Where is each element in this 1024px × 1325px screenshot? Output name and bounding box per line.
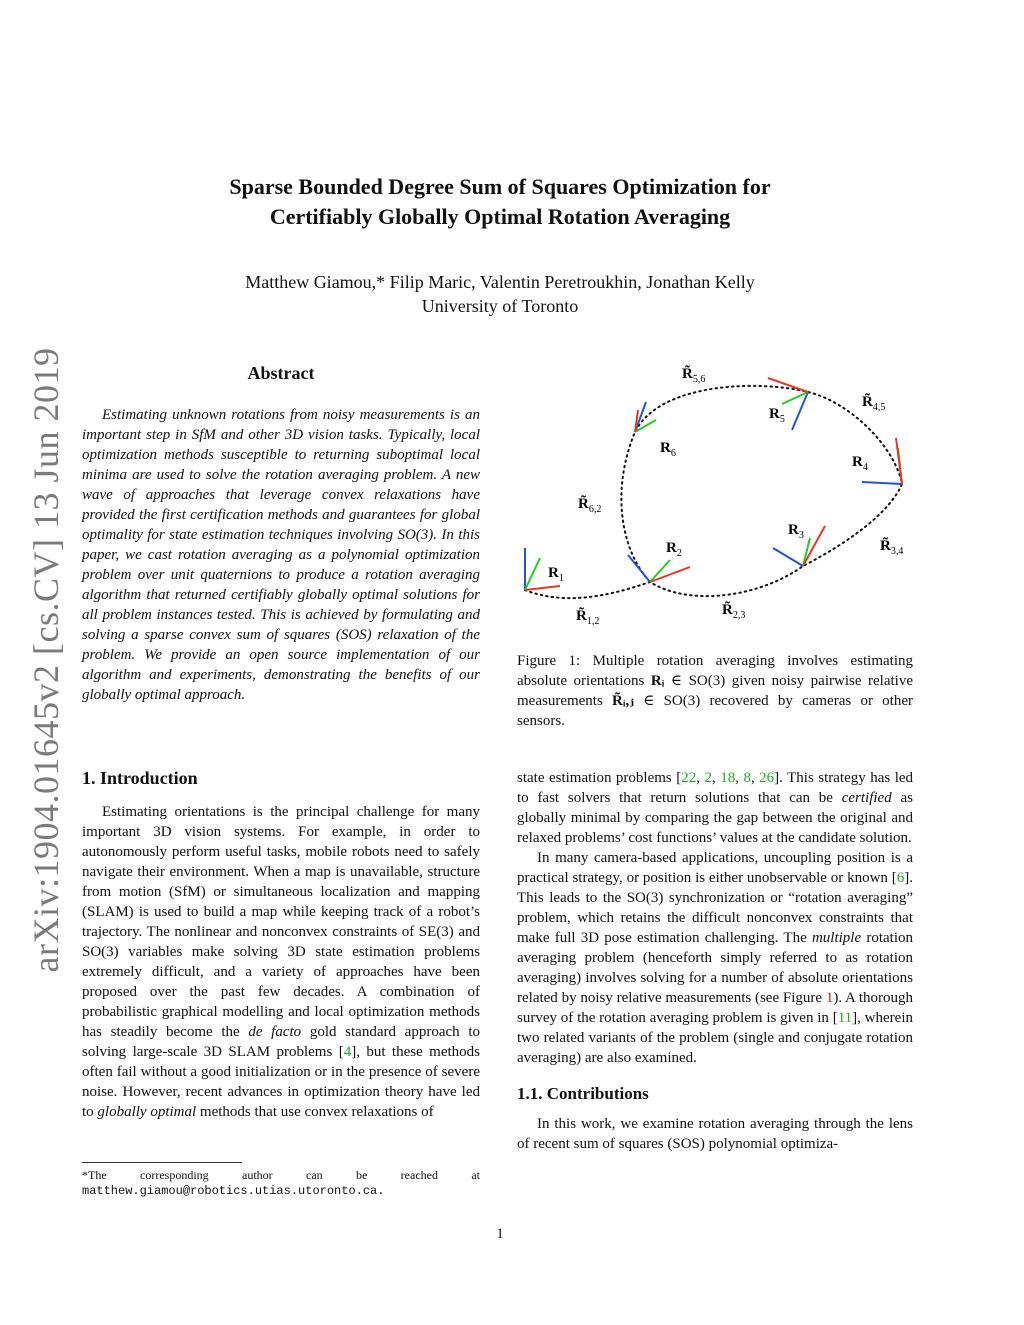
label-r4: $R_4$ bbox=[852, 454, 868, 473]
label-r5: $R_5$ bbox=[769, 406, 785, 425]
arxiv-id: arXiv:1904.01645v2 [cs.CV] 13 Jun 2019 bbox=[26, 347, 66, 973]
caption-text-c: ∈ SO(3) recovered by cameras or other sensors. bbox=[517, 693, 913, 729]
paper-title bbox=[0, 172, 1000, 232]
label-r3: $R_3$ bbox=[788, 522, 804, 541]
label-r1: $R_1$ bbox=[548, 565, 564, 584]
right-column bbox=[517, 768, 913, 1154]
intro-text-a: Estimating orientations is the principal challenge for many important 3D vision systems. For example, in order to autonomously perform useful tasks, mobile robots need to safely navigate their environment. When a map is unavailable, structure from motion (SfM) or simultaneous localization and mapping (SLAM) is used to build a map while keeping track of a robot’s trajectory. The nonlinear and nonconvex constraints of SE(3) and SO(3) variables make solving 3D state estimation problems extremely difficult, and a variety of approaches have been proposed over the past few decades. A combination of probabilistic graphical modelling and local optimization methods has steadily become the bbox=[82, 804, 480, 1040]
right-text-e: ]. This leads to the SO(3) synchronization or “rotation averaging” problem, which retains the difficult nonconvex constraints that make full 3D pose estimation challenging. The bbox=[517, 870, 913, 946]
caption-text-a: Figure 1: Multiple rotation averaging involves estimating absolute orientations bbox=[517, 653, 913, 689]
caption-text-b: ∈ SO(3) given noisy pairwise relative measurements bbox=[517, 673, 913, 709]
right-text-b: ]. This strategy has led to fast solvers that return solutions that can be bbox=[517, 770, 914, 806]
label-rt23: $R̃_{2,3}$ bbox=[722, 602, 746, 621]
contributions-paragraph: In this work, we examine rotation averaging through the lens of recent sum of squares (SOS) polynomial optimiza- bbox=[517, 1116, 913, 1152]
right-certified: certified bbox=[841, 790, 892, 806]
label-rt56: $R̃_{5,6}$ bbox=[682, 366, 706, 385]
right-text-c: as globally minimal by comparing the gap between the original and relaxed problems’ cost functions’ values at the candidate solution. bbox=[517, 790, 913, 846]
citation-link[interactable]: 2 bbox=[704, 770, 712, 786]
right-paragraph-2 bbox=[517, 848, 913, 1068]
right-paragraph-1: state estimation problems [22, 2, 18, 8, 26]. This strategy has led to fast solvers that return solutions that can be certified as globally minimal by comparing the gap between the original and relaxed problems’ cost functions’ values at the candidate solution. bbox=[517, 770, 914, 846]
right-text-g: ). A thorough survey of the rotation averaging problem is given in [ bbox=[517, 990, 913, 1026]
citation-link[interactable]: 22 bbox=[681, 770, 697, 786]
intro-text-d: methods that use convex relaxations of bbox=[196, 1104, 434, 1120]
right-text-d: In many camera-based applications, uncoupling position is a practical strategy, or position is either unobservable or known [ bbox=[517, 850, 913, 886]
figure-1-caption bbox=[517, 651, 913, 731]
footnote-text: *The corresponding author can be reached at bbox=[82, 1168, 480, 1182]
figure-ref-link[interactable]: 1 bbox=[825, 990, 834, 1006]
measurement-path bbox=[525, 386, 902, 598]
label-r2: $R_2$ bbox=[666, 540, 682, 559]
label-rt45: $R̃_{4,5}$ bbox=[862, 394, 886, 413]
figure-1-diagram bbox=[510, 362, 920, 642]
author-names: Matthew Giamou,* Filip Maric, Valentin Peretroukhin, Jonathan Kelly bbox=[245, 272, 755, 292]
page-number: 1 bbox=[496, 1226, 504, 1242]
intro-paragraph bbox=[82, 802, 480, 1122]
right-text-a: state estimation problems [ bbox=[517, 770, 682, 786]
title-line-1: Sparse Bounded Degree Sum of Squares Optimization for bbox=[229, 174, 771, 199]
right-text-f: rotation averaging problem (henceforth simply referred to as rotation averaging) involves solving for a number of absolute orientations related by noisy relative measurements (see Figure bbox=[517, 930, 914, 1006]
abstract-heading: Abstract bbox=[247, 363, 315, 383]
citation-link[interactable]: 6 bbox=[896, 870, 905, 886]
footnote-email[interactable]: matthew.giamou@robotics.utias.utoronto.ca. bbox=[82, 1184, 385, 1198]
footnote bbox=[82, 1162, 480, 1199]
label-rt12: $R̃_{1,2}$ bbox=[576, 608, 600, 627]
label-r6: $R_6$ bbox=[660, 440, 676, 459]
introduction-heading: 1. Introduction bbox=[82, 768, 198, 788]
label-rt34: $R̃_{3,4}$ bbox=[880, 538, 904, 557]
citation-link[interactable]: 4 bbox=[343, 1044, 352, 1060]
citation-link[interactable]: 18 bbox=[720, 770, 736, 786]
intro-text-b: gold standard approach to solving large-scale 3D SLAM problems [ bbox=[82, 1024, 480, 1060]
title-line-2: Certifiably Globally Optimal Rotation Averaging bbox=[269, 204, 731, 229]
citation-link[interactable]: 8 bbox=[743, 770, 751, 786]
footnote-rule bbox=[82, 1162, 242, 1163]
citation-link[interactable]: 26 bbox=[759, 770, 775, 786]
citation-link[interactable]: 11 bbox=[837, 1010, 853, 1026]
introduction-section bbox=[82, 768, 480, 1122]
frame-r5 bbox=[768, 378, 808, 430]
abstract-text: Estimating unknown rotations from noisy measurements is an important step in SfM and other 3D vision tasks. Typically, local optimization methods susceptible to returning suboptimal local minima are used to solve the rotation averaging problem. A new wave of approaches that leverage convex relaxations have provided the first certification methods and guarantees for global optimality for state estimation techniques involving SO(3). In this paper, we cast rotation averaging as a polynomial optimization problem over unit quaternions to produce a rotation averaging algorithm that returned certifiably globally optimal solutions for all problem instances tested. This is achieved by formulating and solving a sparse convex sum of squares (SOS) relaxation of the problem. We provide an open source implementation of our algorithm and experiments, demonstrating the benefits of our globally optimal approach. bbox=[82, 407, 480, 703]
caption-symbol-rt: R̃ᵢ,ⱼ bbox=[612, 693, 634, 709]
contributions-heading: 1.1. Contributions bbox=[517, 1084, 649, 1103]
author-block bbox=[0, 270, 1000, 318]
right-multiple: multiple bbox=[811, 930, 862, 946]
label-rt62: $R̃_{6,2}$ bbox=[578, 496, 602, 515]
intro-text-c: ], but these methods often fail without a good initialization or in the presence of severe noise. However, recent advances in optimization theory have led to bbox=[82, 1044, 480, 1120]
arxiv-sidebar bbox=[18, 347, 74, 973]
affiliation: University of Toronto bbox=[421, 296, 579, 316]
caption-symbol-r: Rᵢ bbox=[650, 673, 665, 689]
right-text-h: ], wherein two related variants of the problem (single and conjugate rotation averaging) are also examined. bbox=[517, 1010, 913, 1066]
frame-r4 bbox=[862, 438, 902, 484]
intro-globally-optimal: globally optimal bbox=[97, 1104, 197, 1120]
intro-defacto: de facto bbox=[248, 1024, 302, 1040]
frame-r2 bbox=[628, 555, 690, 582]
